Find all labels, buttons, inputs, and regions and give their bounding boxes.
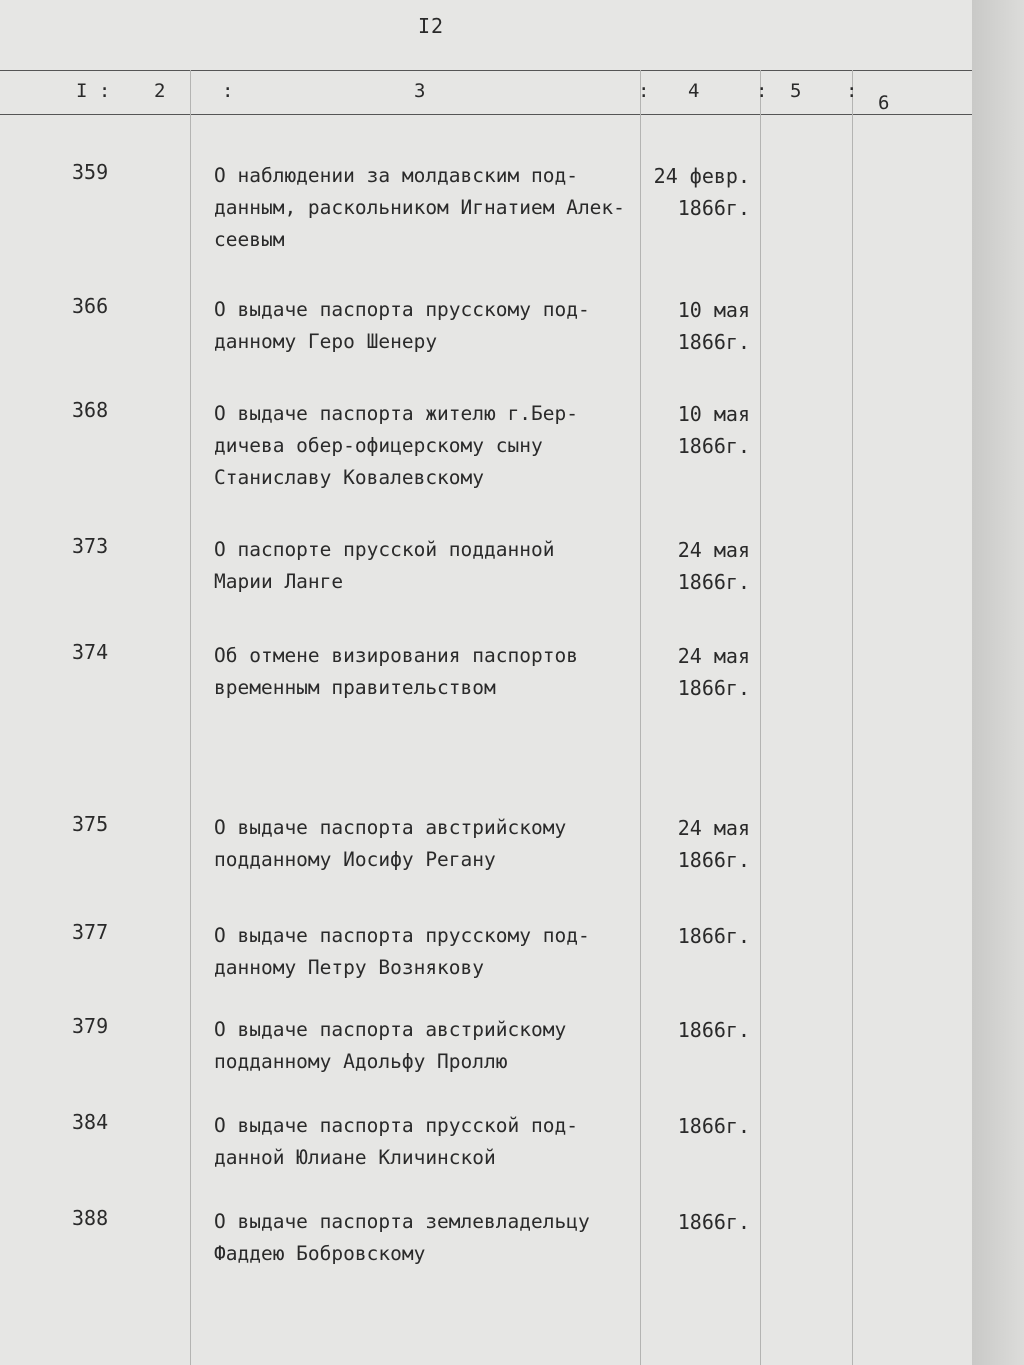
entry-date: 1866г. — [677, 1018, 750, 1042]
next-page-edge — [972, 0, 1024, 1365]
header-col-6: 6 — [878, 92, 890, 114]
header-sep: : — [756, 80, 768, 102]
header-bottom-rule — [0, 114, 972, 115]
entry-title: О выдаче паспорта австрийскому подданному Адольфу Проллю — [214, 1018, 567, 1073]
entry-date: 24 февр. 1866г. — [653, 164, 750, 220]
column-divider — [852, 70, 853, 1365]
header-sep: : — [846, 80, 858, 102]
entry-date: 24 мая 1866г. — [677, 538, 750, 594]
entry-title: О наблюдении за молдавским под- данным, раскольником Игнатием Алек- сеевым — [214, 164, 625, 251]
entry-number: 375 — [72, 812, 109, 836]
entry-number: 359 — [72, 160, 109, 184]
entry-number: 379 — [72, 1014, 109, 1038]
entry-title: О паспорте прусской подданной Марии Ланге — [214, 538, 555, 593]
entry-number: 373 — [72, 534, 109, 558]
column-divider — [760, 70, 761, 1365]
entry-number: 368 — [72, 398, 109, 422]
entry-number: 377 — [72, 920, 109, 944]
entry-title: О выдаче паспорта австрийскому подданному Иосифу Регану — [214, 816, 567, 871]
entry-number: 366 — [72, 294, 109, 318]
entry-title: О выдаче паспорта прусскому под- данному Геро Шенеру — [214, 298, 590, 353]
header-sep: : — [222, 80, 234, 102]
header-col-2: 2 — [154, 80, 166, 102]
entry-title: О выдаче паспорта землевладельцу Фаддею Бобровскому — [214, 1210, 590, 1265]
entry-title: Об отмене визирования паспортов временным правительством — [214, 644, 578, 699]
header-top-rule — [0, 70, 972, 71]
entry-number: 374 — [72, 640, 109, 664]
entry-number: 388 — [72, 1206, 109, 1230]
entry-title: О выдаче паспорта прусской под- данной Юлиане Кличинской — [214, 1114, 578, 1169]
entry-date: 1866г. — [677, 924, 750, 948]
entry-date: 10 мая 1866г. — [677, 402, 750, 458]
entry-date: 24 мая 1866г. — [677, 816, 750, 872]
header-col-3: 3 — [414, 80, 426, 102]
header-col-4: 4 — [688, 80, 700, 102]
header-col-5: 5 — [790, 80, 802, 102]
entry-date: 1866г. — [677, 1210, 750, 1234]
column-divider — [190, 70, 191, 1365]
entry-title: О выдаче паспорта прусскому под- данному Петру Вознякову — [214, 924, 590, 979]
entry-date: 24 мая 1866г. — [677, 644, 750, 700]
entry-date: 1866г. — [677, 1114, 750, 1138]
entry-number: 384 — [72, 1110, 109, 1134]
entry-title: О выдаче паспорта жителю г.Бер- дичева обер-офицерскому сыну Станиславу Ковалевскому — [214, 402, 578, 489]
entry-date: 10 мая 1866г. — [677, 298, 750, 354]
header-col-1: I : — [76, 80, 111, 102]
header-sep: : — [638, 80, 650, 102]
page-number: I2 — [418, 14, 445, 38]
